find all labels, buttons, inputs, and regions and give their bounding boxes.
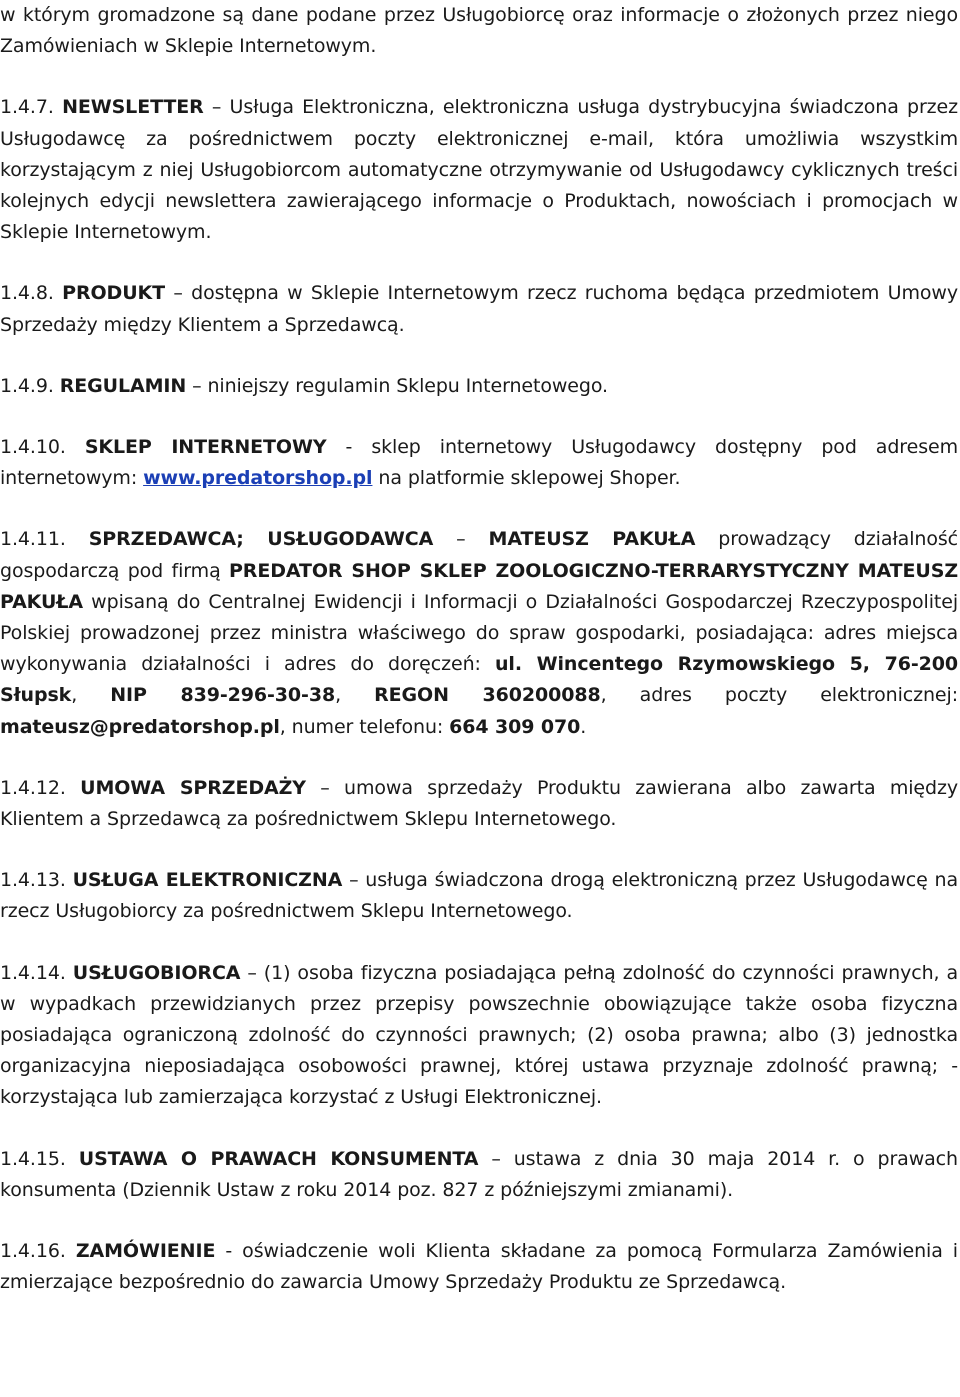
defined-term: USŁUGOBIORCA <box>72 961 241 984</box>
definition-text: – ustawa z dnia 30 maja 2014 r. o prawach konsumenta (Dziennik Ustaw z roku 2014 poz. 827 z późniejszymi zmianami). <box>0 1147 958 1201</box>
period: . <box>580 715 587 738</box>
section-number: 1.4.13. <box>0 869 66 892</box>
business-address: ul. Wincentego Rzymowskiego 5, 76-200 Słupsk <box>0 653 959 707</box>
definition-text: , numer telefonu: <box>279 715 450 738</box>
defined-term: REGULAMIN <box>59 374 187 397</box>
section-number: 1.4.12. <box>0 776 66 799</box>
defined-term: SPRZEDAWCA; USŁUGODAWCA <box>88 528 434 551</box>
section-1-4-8 <box>0 278 958 340</box>
section-number: 1.4.11. <box>0 528 66 551</box>
intro-paragraph <box>0 0 958 62</box>
definition-text: – niniejszy regulamin Sklepu Internetowego. <box>186 374 608 397</box>
defined-term: USŁUGA ELEKTRONICZNA <box>72 869 343 892</box>
definition-text: , adres poczty elektronicznej: <box>600 684 958 707</box>
definition-text: – dostępna w Sklepie Internetowym rzecz ruchoma będąca przedmiotem Umowy Sprzedaży między Klientem a Sprzedawcą. <box>0 282 958 336</box>
definition-text: - sklep internetowy Usługodawcy dostępny pod adresem internetowym: <box>0 436 958 490</box>
defined-term: USTAWA O PRAWACH KONSUMENTA <box>78 1147 479 1170</box>
defined-term: NEWSLETTER <box>62 96 204 119</box>
definition-text: wpisaną do Centralnej Ewidencji i Informacji o Działalności Gospodarczej Rzeczypospolitej Polskiej prowadzonej przez ministra właściwego do spraw gospodarki, posiadająca: adres miejsca wykonywania działalności i adres do doręczeń: <box>0 590 958 676</box>
separator: , <box>71 684 111 707</box>
definition-text: - oświadczenie woli Klienta składane za pomocą Formularza Zamówienia i zmierzające bezpośrednio do zawarcia Umowy Sprzedaży Produktu ze Sprzedawcą. <box>0 1240 958 1294</box>
section-number: 1.4.16. <box>0 1240 66 1263</box>
section-number: 1.4.9. <box>0 374 54 397</box>
section-number: 1.4.14. <box>0 961 66 984</box>
section-1-4-9 <box>0 371 958 402</box>
phone-number: 664 309 070 <box>449 715 581 738</box>
separator: , <box>335 684 375 707</box>
defined-term: ZAMÓWIENIE <box>75 1240 216 1263</box>
owner-name: MATEUSZ PAKUŁA <box>488 528 696 551</box>
definition-text: – Usługa Elektroniczna, elektroniczna usługa dystrybucyjna świadczona przez Usługodawcę za pośrednictwem poczty elektronicznej e-mail, która umożliwia wszystkim korzystającym z niej Usługobiorcom automatyczne otrzymywanie od Usługodawcy cyklicznych treści kolejnych edycji newslettera zawierającego informacje o Produktach, nowościach i promocjach w Sklepie Internetowym. <box>0 96 958 244</box>
definition-text: – umowa sprzedaży Produktu zawierana albo zawarta między Klientem a Sprzedawcą za pośrednictwem Sklepu Internetowego. <box>0 776 958 831</box>
section-1-4-15 <box>0 1144 958 1206</box>
section-1-4-13 <box>0 865 958 927</box>
section-number: 1.4.15. <box>0 1147 66 1170</box>
regon-number: REGON 360200088 <box>374 684 601 707</box>
contact-email: mateusz@predatorshop.pl <box>0 715 280 738</box>
definition-text: – (1) osoba fizyczna posiadająca pełną zdolność do czynności prawnych, a w wypadkach przewidzianych przez przepisy powszechnie obowiązujące także osoba fizyczna posiadająca ograniczoną zdolność do czynności prawnych; (2) osoba prawna; albo (3) jednostka organizacyjna nieposiadająca osobowości prawnej, której ustawa przyznaje zdolność prawną; - korzystająca lub zamierzająca korzystać z Usługi Elektronicznej. <box>0 961 958 1109</box>
section-number: 1.4.8. <box>0 282 54 305</box>
definition-text-end: na platformie sklepowej Shoper. <box>372 467 681 490</box>
section-1-4-14 <box>0 958 958 1114</box>
shop-url-link[interactable]: www.predatorshop.pl <box>143 467 373 490</box>
section-1-4-12 <box>0 773 958 835</box>
intro-text: w którym gromadzone są dane podane przez Usługobiorcę oraz informacje o złożonych przez niego Zamówieniach w Sklepie Internetowym. <box>0 4 958 58</box>
company-name: PREDATOR SHOP SKLEP ZOOLOGICZNO-TERRARYSTYCZNY MATEUSZ PAKUŁA <box>0 559 958 613</box>
section-1-4-10 <box>0 432 958 494</box>
dash: – <box>433 528 489 551</box>
defined-term: PRODUKT <box>62 282 166 305</box>
definition-text: prowadzący działalność gospodarczą pod firmą <box>0 528 958 582</box>
defined-term: UMOWA SPRZEDAŻY <box>80 776 306 799</box>
section-number: 1.4.10. <box>0 436 66 459</box>
section-number: 1.4.7. <box>0 96 54 119</box>
section-1-4-7 <box>0 92 958 248</box>
definition-text: – usługa świadczona drogą elektroniczną przez Usługodawcę na rzecz Usługobiorcy za pośrednictwem Sklepu Internetowego. <box>0 869 958 923</box>
section-1-4-16 <box>0 1236 958 1298</box>
defined-term: SKLEP INTERNETOWY <box>84 436 327 459</box>
section-1-4-11 <box>0 524 958 742</box>
nip-number: NIP 839-296-30-38 <box>110 684 336 707</box>
